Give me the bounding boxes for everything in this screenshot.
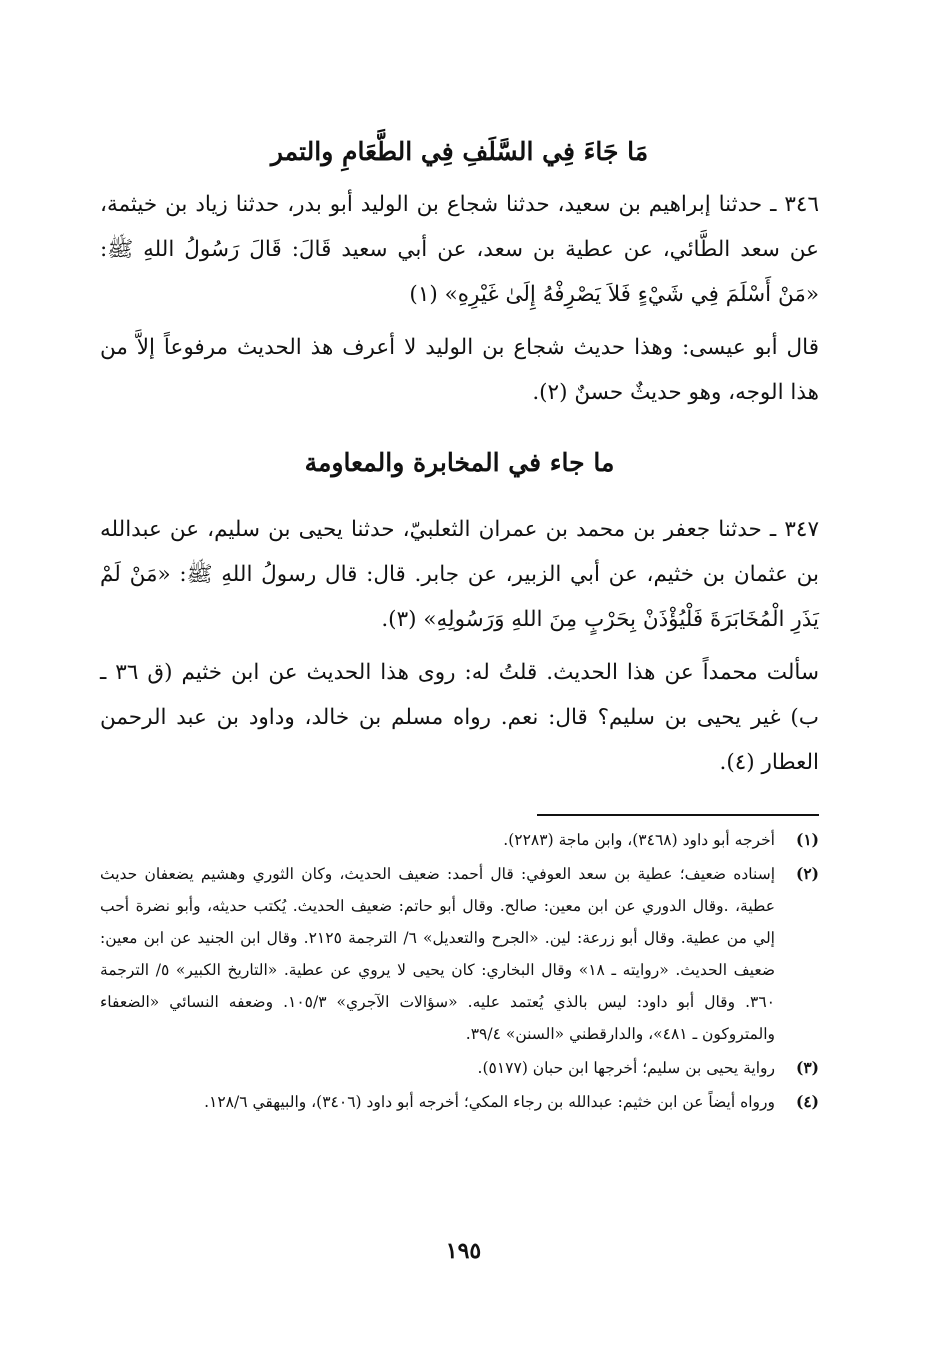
abu-isa-comment: قال أبو عيسى: وهذا حديث شجاع بن الوليد لا أعرف هذ الحديث مرفوعاً إلاَّ من هذا الوجه، وهو حديثٌ حسنٌ (٢). xyxy=(100,335,819,405)
footnote xyxy=(100,1052,819,1084)
page-number: ١٩٥ xyxy=(445,1238,482,1264)
footnote xyxy=(100,824,819,856)
footnote-number: (٢) xyxy=(795,864,819,883)
footnote-divider xyxy=(537,814,819,816)
section-title-salaf: مَا جَاءَ فِي السَّلَفِ فِي الطَّعَامِ والتمر xyxy=(270,137,649,166)
hadith-347: ٣٤٧ ـ حدثنا جعفر بن محمد بن عمران الثعلبيّ، حدثنا يحيى بن سليم، عن عبدالله بن عثمان بن خثيم، عن أبي الزبير، عن جابر. قال: قال رسولُ اللهِ ﷺ: «مَنْ لَمْ يَذَرِ الْمُخَابَرَةَ فَلْيُؤْذَنْ بِحَرْبٍ مِنَ اللهِ وَرَسُولِهِ» (٣). xyxy=(100,517,819,632)
footnote-text: إسناده ضعيف؛ عطية بن سعد العوفي: قال أحمد: ضعيف الحديث، وكان الثوري وهشيم يضعفان حديث عطية، .وقال الدوري عن ابن معين: صالح. وقال أبو حاتم: ضعيف الحديث. يُكتب حديثه، وأبو نضرة أحب إلي من عطية. وقال أبو زرعة: لين. «الجرح والتعديل» ٦/ الترجمة ٢١٢٥. وقال ابن الجنيد عن ابن معين: ضعيف الحديث. «روايته ـ ١٨» وقال البخاري: كان يحيى لا يروي عن عطية. «التاريخ الكبير» ٥/ الترجمة ٣٦٠. وقال أبو داود: ليس بالذي يُعتمد عليه. «سؤالات الآجري» ١٠٥/٣. وضعفه النسائي «الضعفاء والمتروكون ـ ٤٨١»، والدارقطني «السنن» ٣٩/٤. xyxy=(100,865,775,1043)
footnote-number: (١) xyxy=(795,830,819,849)
footnote-text: ورواه أيضاً عن ابن خثيم: عبدالله بن رجاء المكي؛ أخرجه أبو داود (٣٤٠٦)، والبيهقي ١٢٨/٦. xyxy=(204,1093,775,1111)
footnote-number: (٤) xyxy=(795,1092,819,1111)
footnote-text: رواية يحيى بن سليم؛ أخرجها ابن حبان (٥١٧٧). xyxy=(477,1059,775,1077)
main-text xyxy=(100,132,819,785)
hadith-346: ٣٤٦ ـ حدثنا إبراهيم بن سعيد، حدثنا شجاع بن الوليد أبو بدر، حدثنا زياد بن خيثمة، عن سعد الطَّائي، عن عطية بن سعد، عن أبي سعيد قَالَ: قَالَ رَسُولُ اللهِ ﷺ: «مَنْ أَسْلَمَ فِي شَيْءٍ فَلاَ يَصْرِفْهُ إِلَىٰ غَيْرِهِ» (١) xyxy=(100,192,819,307)
footnote xyxy=(100,858,819,1050)
footnotes xyxy=(100,824,819,1120)
section-title-mukhabara: ما جاء في المخابرة والمعاومة xyxy=(304,448,615,477)
footnote-number: (٣) xyxy=(795,1058,819,1077)
bukhari-question: سألت محمداً عن هذا الحديث. قلتُ له: روى هذا الحديث عن ابن خثيم (ق ٣٦ ـ ب) غير يحيى بن سليم؟ قال: نعم. رواه مسلم بن خالد، وداود بن عبد الرحمن العطار (٤). xyxy=(100,660,819,775)
footnote-text: أخرجه أبو داود (٣٤٦٨)، وابن ماجة (٢٢٨٣). xyxy=(503,831,775,849)
footnote xyxy=(100,1086,819,1118)
